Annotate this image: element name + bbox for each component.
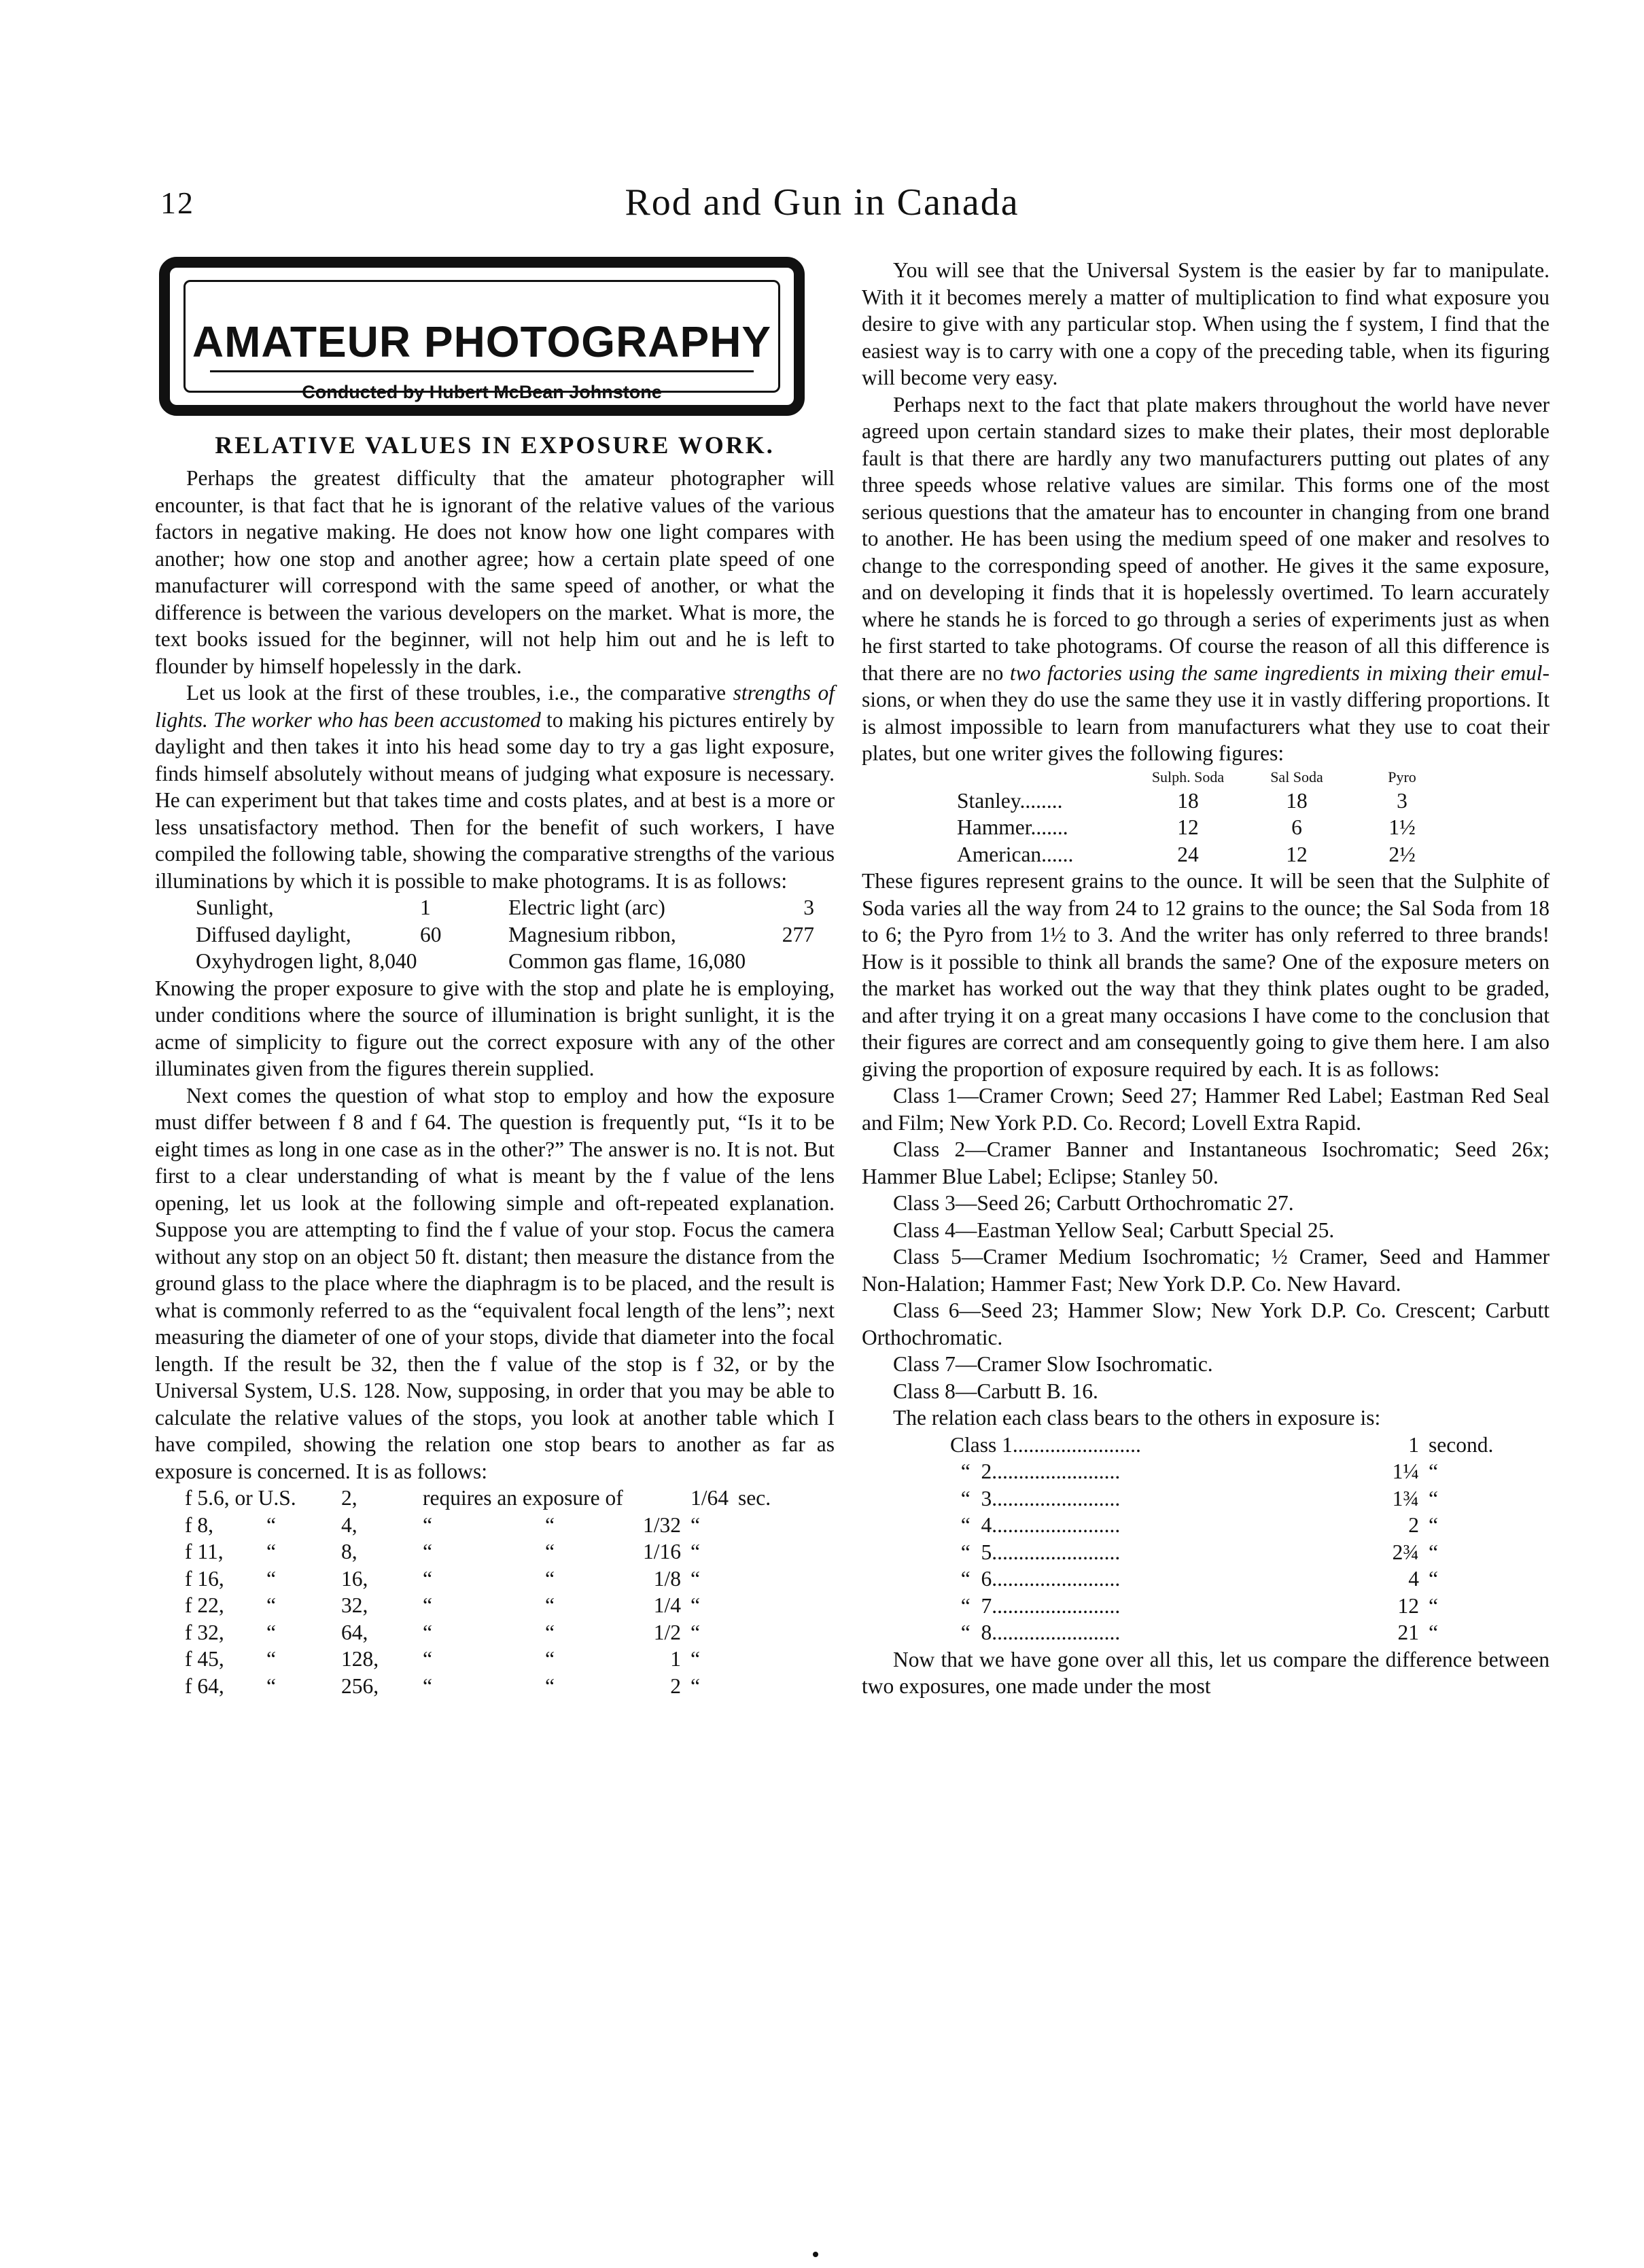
class-unit: “ [1429,1486,1438,1510]
ditto: “ [423,1673,432,1698]
stop-exposure: 1/4 [653,1593,681,1617]
stop-f: f 45, [185,1647,224,1671]
table-row [185,1512,835,1539]
stop-exposure: 2 [670,1673,681,1698]
light-value: 1 [420,896,431,919]
ditto: “ [423,1647,432,1671]
table-row [957,814,1550,841]
table-cell: 12 [1177,815,1199,839]
class-unit: “ [1429,1513,1438,1537]
table-row [950,1619,1550,1646]
class-label: “ 5........................ [950,1540,1121,1564]
stop-us: 32, [341,1593,368,1617]
stop-us: 256, [341,1673,379,1698]
table-row [950,1432,1550,1459]
light-name: Oxyhydrogen light, 8,040 [196,949,417,973]
banner-inner-frame [183,280,780,402]
relation-intro: The relation each class bears to the others in exposure is: [893,1406,1381,1430]
class-value: 1 [1408,1432,1419,1457]
table-cell: 6 [1291,815,1302,839]
column-header: Sal Soda [1270,768,1323,785]
class-label: “ 6........................ [950,1567,1121,1591]
stop-us: 8, [341,1540,357,1563]
class-unit: “ [1429,1620,1438,1644]
right-paragraph-2-c: sions, or when they do use the same they use it in vastly differing proportions. It is almost impossible to learn from manufacturers what they use to coat their plates, but one writer gives the following figures: [862,688,1550,765]
ditto: “ [266,1566,276,1591]
ditto: “ [690,1566,700,1591]
class-unit: second. [1429,1432,1494,1457]
class-relation-table [862,1432,1550,1646]
paragraph-2 [155,679,835,894]
table-row [185,1646,835,1673]
ditto: “ [266,1540,276,1563]
ditto: “ [690,1593,700,1617]
light-name: Electric light (arc) [508,896,665,919]
ditto: “ [545,1620,555,1644]
ditto: “ [423,1512,432,1537]
stop-f: f 8, [185,1512,213,1537]
stop-exposure: 1 [670,1647,681,1671]
article-heading: RELATIVE VALUES IN EXPOSURE WORK. [215,431,775,459]
class-value: 2 [1408,1513,1419,1537]
table-row [185,1673,835,1700]
class-value: 2¾ [1392,1540,1419,1564]
stop-exposure: 1/32 [642,1512,681,1537]
section-banner [159,257,805,416]
paragraph-2-a: Let us look at the first of these troubles, i.e., the comparative [186,681,733,705]
class-label: “ 2........................ [950,1459,1121,1483]
ditto: “ [690,1540,700,1563]
stop-exposure: 1/8 [653,1566,681,1591]
class-8: Class 8—Carbutt B. 16. [893,1379,1098,1403]
ditto: “ [423,1620,432,1644]
ditto: “ [266,1620,276,1644]
developer-table [862,767,1550,868]
table-row [185,1592,835,1619]
stop-text: requires an exposure of [423,1486,623,1510]
right-paragraph-2-italic: two factories using the same ingredients in mixing their emul- [1009,660,1550,685]
light-strength-table [155,894,835,975]
stop-us: 16, [341,1566,368,1591]
table-row [950,1565,1550,1593]
brand-name: Stanley........ [957,788,1063,813]
class-unit: “ [1429,1567,1438,1591]
paragraph-3: Knowing the proper exposure to give with the stop and plate he is employing, under conditions where the source of illumination is bright sunlight, it is the acme of simplicity to figure out the correct exposure with any of the other illuminates given from the figures therein supplied. [155,976,835,1080]
stop-us: 2, [341,1486,357,1510]
table-cell: 18 [1177,788,1199,813]
ditto: “ [545,1540,555,1563]
class-value: 1¾ [1392,1486,1419,1510]
ditto: “ [690,1620,700,1644]
stop-f: f 32, [185,1620,224,1644]
ditto: “ [266,1593,276,1617]
stop-us: 64, [341,1620,368,1644]
table-row [185,1565,835,1593]
table-cell: 12 [1286,842,1308,866]
ditto: “ [690,1647,700,1671]
light-name: Magnesium ribbon, [508,922,676,946]
light-name: Sunlight, [196,896,274,919]
ditto: “ [266,1647,276,1671]
stop-us: 128, [341,1647,379,1671]
right-paragraph-4: Now that we have gone over all this, let us compare the difference between two exposures, one made under the most [862,1647,1550,1698]
right-paragraph-2-a: Perhaps next to the fact that plate makers throughout the world have never agreed upon certain standard sizes to make their plates, their most deplorable fault is that there are hardly any two manufacturers putting out plates of any three speeds whose relative values are similar. This forms one of the most serious questions that the amateur has to encounter in changing from one brand to another. He has been using the medium speed of one maker and resolves to change to the corresponding speed of another. He gives it the same exposure, and on developing it finds that it is hopelessly overtimed. To learn accurately where he stands he is forced to go through a series of experiments just as when he first started to take photograms. Of course the reason of all this difference is that there are no [862,392,1550,685]
class-value: 1¼ [1392,1459,1419,1483]
ditto: “ [423,1593,432,1617]
stop-f: f 5.6, or U.S. [185,1486,296,1510]
stop-exposure: 1/16 [642,1540,681,1563]
light-value: 3 [803,896,814,919]
table-row [196,921,835,949]
paragraph-4: Next comes the question of what stop to employ and how the exposure must differ between f 8 and f 64. The question is frequently put, “Is it to be eight times as long in one case as in the other?” The answer is no. It is not. But first to a clear understanding of what is meant by the f value of the lens opening, let us look at the following simple and oft-repeated explanation. Suppose you are attempting to find the f value of your stop. Focus the camera without any stop on an object 50 ft. distant; then measure the distance from the ground glass to the place where the diaphragm is to be placed, and the result is what is commonly referred to as the “equivalent focal length of the lens”; next measuring the diameter of one of your stops, divide that diameter into the focal length. If the result be 32, then the f value of the stop is f 32, or by the Universal System, U.S. 128. Now, supposing, in order that you may be able to calculate the relative values of the stops, you look at another table which I have compiled, showing the relation one stop bears to another as far as exposure is concerned. It is as follows: [155,1083,835,1483]
ditto: “ [545,1647,555,1671]
table-row [950,1485,1550,1512]
table-row [196,894,835,921]
column-header: Sulph. Soda [1151,768,1225,785]
right-paragraph-2 [862,391,1550,767]
stop-unit: sec. [738,1486,771,1510]
table-row [185,1485,835,1512]
class-label: “ 7........................ [950,1593,1121,1618]
class-1: Class 1—Cramer Crown; Seed 27; Hammer Red Label; Eastman Red Seal and Film; New York P.D. Co. Record; Lovell Extra Rapid. [862,1084,1550,1135]
table-cell: 1½ [1388,815,1416,839]
page-number: 12 [160,185,194,220]
class-5: Class 5—Cramer Medium Isochromatic; ½ Cramer, Seed and Hammer Non-Halation; Hammer Fast; New York D.P. Co. New Havard. [862,1245,1550,1296]
running-head: Rod and Gun in Canada [625,181,1019,224]
left-column [155,257,835,1699]
class-unit: “ [1429,1593,1438,1618]
ditto: “ [266,1673,276,1698]
stop-exposure: 1/64 [690,1486,729,1510]
ditto: “ [545,1512,555,1537]
table-row [185,1619,835,1646]
class-unit: “ [1429,1540,1438,1564]
paragraph-2-c: to making his pictures entirely by daylight and then takes it into his head some day to try a gas light exposure, finds himself absolutely without means of judging what exposure is necessary. He can experiment but that takes time and costs plates, and at best is a more or less unsatisfactory method. Then for the benefit of such workers, I have compiled the following table, showing the comparative strengths of the various illuminations by which it is possible to make photograms. It is as follows: [155,707,835,893]
ditto: “ [545,1566,555,1591]
table-cell: 2½ [1388,842,1416,866]
light-name: Diffused daylight, [196,922,351,946]
class-4: Class 4—Eastman Yellow Seal; Carbutt Special 25. [893,1218,1335,1242]
table-header-row [957,767,1550,787]
class-label: Class 1........................ [950,1432,1141,1457]
column-header: Pyro [1388,768,1416,785]
ditto: “ [545,1593,555,1617]
table-row [950,1539,1550,1566]
right-paragraph-1: You will see that the Universal System is the easier by far to manipulate. With it it becomes merely a matter of multiplication to find what exposure you desire to give with any particular stop. When using the f system, I find that the easiest way is to carry with one a copy of the preceding table, when its figuring will become very easy. [862,258,1550,389]
stop-f: f 16, [185,1566,224,1591]
class-6: Class 6—Seed 23; Hammer Slow; New York D.P. Co. Crescent; Carbutt Orthochromatic. [862,1298,1550,1349]
right-paragraph-3: These figures represent grains to the ounce. It will be seen that the Sulphite of Soda varies all the way from 24 to 12 grains to the ounce; the Sal Soda from 18 to 6; the Pyro from 1½ to 3. And the writer has only referred to three brands! How is it possible to think all brands the same? One of the exposure meters on the market has worked out the way that they think plates ought to be graded, and after trying it on a great many occasions I have come to the conclusion that their figures are correct and am consequently going to give them here. I am also giving the proportion of exposure required by each. It is as follows: [862,869,1550,1081]
header-spacer [957,767,1127,787]
stop-f: f 64, [185,1673,224,1698]
light-value: 60 [420,922,442,946]
class-unit: “ [1429,1459,1438,1483]
light-value: 277 [782,922,814,946]
banner-rule [210,370,754,372]
table-row [950,1458,1550,1485]
class-label: “ 4........................ [950,1513,1121,1537]
class-label: “ 3........................ [950,1486,1121,1510]
table-row [950,1593,1550,1620]
table-row [185,1538,835,1565]
stop-exposure: 1/2 [653,1620,681,1644]
ditto: “ [690,1512,700,1537]
brand-name: Hammer....... [957,815,1068,839]
stop-us: 4, [341,1512,357,1537]
paragraph-1: Perhaps the greatest difficulty that the amateur photographer will encounter, is that fact that he is ignorant of the relative values of the various factors in negative making. He does not know how one light compares with another; how one stop and another agree; how a certain plate speed of one manufacturer will correspond with the same speed of another, or what the difference is between the various developers on the market. What is more, the text books issued for the beginner, will not help him out and he is left to flounder by himself hopelessly in the dark. [155,466,835,678]
class-3: Class 3—Seed 26; Carbutt Orthochromatic 27. [893,1191,1294,1215]
ditto: “ [423,1566,432,1591]
light-name: Common gas flame, 16,080 [508,949,746,973]
banner-title: AMATEUR PHOTOGRAPHY [192,317,772,366]
banner-subtitle: Conducted by Hubert McBean Johnstone [302,382,662,402]
class-label: “ 8........................ [950,1620,1121,1644]
stop-f: f 22, [185,1593,224,1617]
table-row [957,787,1550,815]
table-row [950,1512,1550,1539]
right-column [862,257,1550,1700]
class-value: 21 [1397,1620,1419,1644]
paragraph-2-italic: strengths of lights. The worker who has been accustomed [155,681,835,732]
stop-f: f 11, [185,1540,224,1563]
table-row [957,841,1550,868]
brand-name: American...... [957,842,1074,866]
table-cell: 18 [1286,788,1308,813]
table-cell: 3 [1397,788,1407,813]
table-row [196,948,835,975]
ditto: “ [690,1673,700,1698]
class-value: 12 [1397,1593,1419,1618]
footer-dot [813,2252,818,2257]
class-7: Class 7—Cramer Slow Isochromatic. [893,1352,1213,1376]
ditto: “ [423,1540,432,1563]
class-value: 4 [1408,1567,1419,1591]
ditto: “ [266,1512,276,1537]
ditto: “ [545,1673,555,1698]
stop-exposure-table [155,1485,835,1699]
class-2: Class 2—Cramer Banner and Instantaneous Isochromatic; Seed 26x; Hammer Blue Label; Eclipse; Stanley 50. [862,1137,1550,1188]
table-cell: 24 [1177,842,1199,866]
